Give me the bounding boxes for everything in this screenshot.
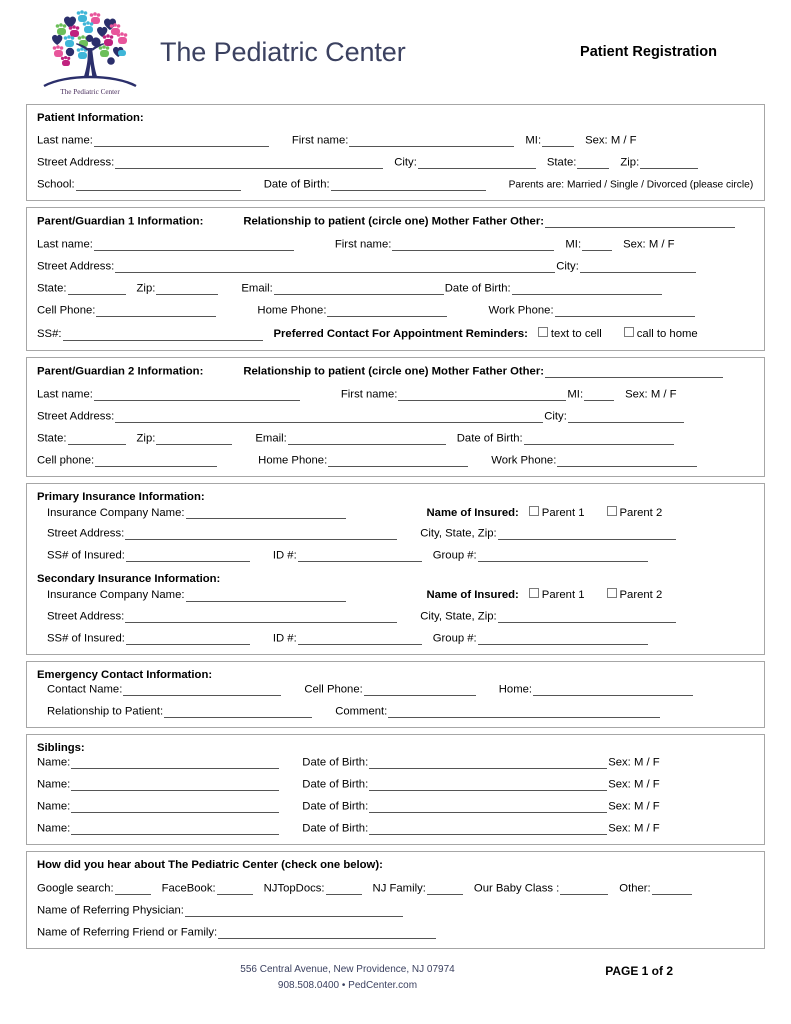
guardian1-work-phone-input[interactable]: [555, 305, 695, 317]
patient-heading: Patient Information:: [37, 112, 144, 124]
guardian1-heading-row: [37, 216, 754, 228]
referral-facebook-label: FaceBook:: [161, 882, 216, 895]
primary-checkbox-parent-1-label[interactable]: Parent 1: [541, 506, 585, 519]
referral-facebook-input[interactable]: [217, 883, 253, 895]
patient-last-name-label: Last name:: [37, 135, 93, 147]
sibling-sex-label[interactable]: Sex: M / F: [608, 823, 660, 836]
primary-insurance-ids-row: [37, 550, 754, 562]
primary-insurance-heading: Primary Insurance Information:: [37, 490, 205, 503]
guardian2-heading: Parent/Guardian 2 Information:: [37, 365, 204, 378]
patient-street-label: Street Address:: [37, 157, 115, 169]
guardian2-work-phone-input[interactable]: [557, 455, 697, 467]
guardian2-relationship-label[interactable]: Relationship to patient (circle one) Mother Father Other:: [243, 365, 544, 378]
primary-insurance-street-label: Street Address:: [47, 527, 125, 540]
guardian2-mi-label: MI:: [567, 388, 584, 401]
guardian1-last-name-label: Last name:: [37, 239, 93, 251]
guardian1-cell-phone-label: Cell Phone:: [37, 305, 96, 317]
guardian1-last-name-input[interactable]: [94, 239, 294, 251]
guardian2-email-label: Email:: [255, 432, 287, 445]
guardian2-zip-input[interactable]: [156, 433, 232, 445]
referral-other-label: Other:: [619, 882, 651, 895]
secondary-insurance-csz-input[interactable]: [498, 611, 676, 623]
referral-physician-input[interactable]: [185, 905, 403, 917]
primary-insurance-address-row: [37, 528, 754, 540]
guardian2-phones-row: [37, 455, 754, 467]
primary-insurance-ss-input[interactable]: [126, 550, 250, 562]
guardian2-street-label: Street Address:: [37, 410, 115, 423]
guardian1-relationship-other-input[interactable]: [545, 216, 735, 228]
secondary-insurance-company-label: Insurance Company Name:: [47, 589, 185, 602]
guardian2-dob-input[interactable]: [524, 433, 674, 445]
referral-google-input[interactable]: [115, 883, 151, 895]
referral-njtopdocs-label: NJTopDocs:: [263, 882, 325, 895]
referral-friend-row: [37, 927, 754, 939]
secondary-name-of-insured-label: Name of Insured:: [426, 589, 519, 602]
pediatric-center-logo: [34, 6, 146, 98]
guardian1-name-row: [37, 239, 754, 251]
secondary-insurance-ss-input[interactable]: [126, 633, 250, 645]
guardian1-ss-input[interactable]: [63, 329, 263, 341]
emergency-heading: Emergency Contact Information:: [37, 668, 213, 681]
patient-first-name-label: First name:: [291, 135, 349, 147]
referral-google-label: Google search:: [37, 882, 114, 895]
guardian1-preferred-contact-label: Preferred Contact For Appointment Reminders:: [273, 328, 528, 341]
patient-zip-label: Zip:: [620, 157, 640, 169]
referral-njtopdocs-input[interactable]: [326, 883, 362, 895]
guardian1-cell-phone-input[interactable]: [96, 305, 216, 317]
referral-physician-label: Name of Referring Physician:: [37, 904, 184, 917]
guardian1-street-label: Street Address:: [37, 261, 115, 273]
guardian2-heading-row: [37, 366, 754, 378]
secondary-checkbox-parent-2-label[interactable]: Parent 2: [619, 589, 663, 602]
sibling-name-input[interactable]: [71, 757, 279, 769]
patient-name-row: [37, 135, 754, 147]
secondary-checkbox-parent-1[interactable]: [529, 588, 539, 598]
primary-checkbox-parent-2-label[interactable]: Parent 2: [619, 506, 663, 519]
secondary-insurance-ids-row: [37, 633, 754, 645]
guardian1-phones-row: [37, 305, 754, 317]
guardian1-street-row: [37, 261, 754, 273]
checkbox-call-to-home[interactable]: [624, 327, 634, 337]
sibling-sex-label[interactable]: Sex: M / F: [608, 779, 660, 792]
sibling-sex-label[interactable]: Sex: M / F: [608, 801, 660, 814]
sibling-dob-input[interactable]: [369, 779, 607, 791]
footer-address: 556 Central Avenue, New Providence, NJ 07974: [240, 964, 455, 975]
page-footer: [0, 962, 791, 1010]
guardian1-heading: Parent/Guardian 1 Information:: [37, 216, 204, 228]
patient-mi-input[interactable]: [542, 135, 574, 147]
primary-insurance-id-label: ID #:: [272, 549, 297, 562]
patient-dob-label: Date of Birth:: [263, 179, 330, 191]
sibling-name-input[interactable]: [71, 801, 279, 813]
guardian2-cell-phone-input[interactable]: [95, 455, 217, 467]
patient-city-input[interactable]: [418, 157, 536, 169]
sibling-dob-input[interactable]: [369, 801, 607, 813]
guardian2-name-row: [37, 389, 754, 401]
siblings-heading: Siblings:: [37, 742, 85, 755]
patient-sex-label[interactable]: Sex: M / F: [585, 135, 637, 147]
patient-school-input[interactable]: [76, 179, 241, 191]
guardian1-ss-label: SS#:: [37, 328, 62, 341]
referral-physician-row: [37, 905, 754, 917]
referral-friend-label: Name of Referring Friend or Family:: [37, 926, 218, 939]
sibling-name-input[interactable]: [71, 779, 279, 791]
patient-street-input[interactable]: [115, 157, 383, 169]
secondary-insurance-group-label: Group #:: [432, 632, 477, 645]
sibling-dob-label: Date of Birth:: [302, 801, 369, 814]
section-siblings: [26, 734, 765, 845]
referral-njfamily-input[interactable]: [427, 883, 463, 895]
logo-caption-text: The Pediatric Center: [60, 88, 120, 96]
primary-insurance-ss-label: SS# of Insured:: [47, 549, 125, 562]
primary-insurance-company-label: Insurance Company Name:: [47, 506, 185, 519]
emergency-relationship-input[interactable]: [164, 706, 312, 718]
section-guardian-2: [26, 357, 765, 477]
guardian1-street-input[interactable]: [115, 261, 555, 273]
referral-ourbabyclass-input[interactable]: [560, 883, 608, 895]
guardian1-email-input[interactable]: [274, 283, 444, 295]
secondary-insurance-id-label: ID #:: [272, 632, 297, 645]
secondary-insurance-street-label: Street Address:: [47, 610, 125, 623]
sibling-row: [37, 801, 754, 813]
guardian2-zip-label: Zip:: [136, 432, 156, 445]
sibling-row: [37, 823, 754, 835]
guardian2-city-label: City:: [544, 410, 567, 423]
section-emergency-contact: [26, 661, 765, 728]
section-insurance: [26, 483, 765, 655]
guardian2-last-name-label: Last name:: [37, 388, 93, 401]
emergency-home-label: Home:: [498, 683, 533, 696]
guardian2-relationship-other-input[interactable]: [545, 366, 723, 378]
patient-dob-input[interactable]: [331, 179, 486, 191]
emergency-contact-name-input[interactable]: [123, 684, 281, 696]
guardian2-sex-label[interactable]: Sex: M / F: [625, 388, 677, 401]
guardian1-sex-label[interactable]: Sex: M / F: [623, 239, 675, 251]
guardian2-home-phone-label: Home Phone:: [258, 454, 328, 467]
emergency-home-input[interactable]: [533, 684, 693, 696]
guardian2-dob-label: Date of Birth:: [456, 432, 523, 445]
secondary-insurance-csz-label: City, State, Zip:: [420, 610, 497, 623]
page-header: [0, 0, 791, 104]
sibling-row: [37, 757, 754, 769]
patient-zip-input[interactable]: [640, 157, 698, 169]
guardian1-first-name-label: First name:: [334, 239, 392, 251]
sibling-dob-label: Date of Birth:: [302, 757, 369, 770]
primary-checkbox-parent-2[interactable]: [607, 506, 617, 516]
referral-friend-input[interactable]: [218, 927, 436, 939]
guardian2-email-input[interactable]: [288, 433, 446, 445]
section-referral: [26, 851, 765, 948]
guardian2-city-input[interactable]: [568, 411, 684, 423]
sibling-name-label: Name:: [37, 757, 71, 770]
sibling-row: [37, 779, 754, 791]
patient-parents-status-label[interactable]: Parents are: Married / Single / Divorced (please circle): [508, 180, 754, 191]
guardian1-dob-input[interactable]: [512, 283, 662, 295]
sibling-dob-label: Date of Birth:: [302, 823, 369, 836]
primary-name-of-insured-label: Name of Insured:: [426, 506, 519, 519]
patient-first-name-input[interactable]: [349, 135, 514, 147]
referral-other-input[interactable]: [652, 883, 692, 895]
guardian1-city-label: City:: [556, 261, 579, 273]
guardian1-ss-preferred-row: [37, 327, 754, 340]
patient-school-label: School:: [37, 179, 75, 191]
secondary-insurance-company-row: [37, 588, 754, 601]
emergency-relationship-row: [37, 706, 754, 718]
guardian2-first-name-label: First name:: [340, 388, 398, 401]
guardian2-mi-input[interactable]: [584, 389, 614, 401]
referral-sources-row: [37, 883, 754, 895]
emergency-contact-name-label: Contact Name:: [47, 683, 123, 696]
guardian2-street-row: [37, 411, 754, 423]
guardian1-zip-input[interactable]: [156, 283, 218, 295]
guardian1-state-input[interactable]: [68, 283, 126, 295]
emergency-cell-phone-label: Cell Phone:: [304, 683, 363, 696]
guardian1-city-input[interactable]: [580, 261, 696, 273]
referral-heading: How did you hear about The Pediatric Center (check one below):: [37, 859, 383, 872]
secondary-insurance-id-input[interactable]: [298, 633, 422, 645]
footer-contact: 908.508.0400 • PedCenter.com: [277, 979, 418, 991]
section-patient-information: [26, 104, 765, 201]
guardian1-home-phone-label: Home Phone:: [257, 305, 327, 317]
guardian1-relationship-label[interactable]: Relationship to patient (circle one) Mother Father Other:: [243, 216, 544, 228]
secondary-insurance-address-row: [37, 611, 754, 623]
sibling-name-input[interactable]: [71, 823, 279, 835]
patient-state-input[interactable]: [577, 157, 609, 169]
brand-name: The Pediatric Center: [160, 36, 406, 67]
page-number: PAGE 1 of 2: [605, 964, 673, 978]
page-title: Patient Registration: [580, 44, 717, 60]
patient-mi-label: MI:: [525, 135, 542, 147]
emergency-comment-label: Comment:: [335, 705, 388, 718]
sibling-dob-label: Date of Birth:: [302, 779, 369, 792]
guardian1-zip-label: Zip:: [136, 283, 156, 295]
checkbox-text-to-cell-label[interactable]: text to cell: [550, 328, 602, 341]
primary-insurance-csz-input[interactable]: [498, 528, 676, 540]
patient-state-label: State:: [546, 157, 577, 169]
secondary-insurance-heading: Secondary Insurance Information:: [37, 573, 221, 586]
guardian2-last-name-input[interactable]: [94, 389, 300, 401]
primary-insurance-company-input[interactable]: [186, 507, 346, 519]
secondary-checkbox-parent-1-label[interactable]: Parent 1: [541, 589, 585, 602]
guardian1-mi-label: MI:: [565, 239, 582, 251]
sibling-name-label: Name:: [37, 823, 71, 836]
emergency-comment-input[interactable]: [388, 706, 660, 718]
guardian1-home-phone-input[interactable]: [327, 305, 447, 317]
guardian2-cell-phone-label: Cell phone:: [37, 454, 95, 467]
secondary-checkbox-parent-2[interactable]: [607, 588, 617, 598]
guardian2-first-name-input[interactable]: [398, 389, 566, 401]
emergency-relationship-label: Relationship to Patient:: [47, 705, 164, 718]
guardian1-work-phone-label: Work Phone:: [488, 305, 554, 317]
guardian2-street-input[interactable]: [115, 411, 543, 423]
sibling-dob-input[interactable]: [369, 757, 607, 769]
primary-insurance-group-input[interactable]: [478, 550, 648, 562]
guardian2-state-input[interactable]: [68, 433, 126, 445]
primary-checkbox-parent-1[interactable]: [529, 506, 539, 516]
primary-insurance-csz-label: City, State, Zip:: [420, 527, 497, 540]
checkbox-call-to-home-label[interactable]: call to home: [636, 328, 698, 341]
guardian2-home-phone-input[interactable]: [328, 455, 468, 467]
patient-school-row: [37, 179, 754, 191]
primary-insurance-id-input[interactable]: [298, 550, 422, 562]
sibling-sex-label[interactable]: Sex: M / F: [608, 757, 660, 770]
referral-njfamily-label: NJ Family:: [372, 882, 426, 895]
guardian2-state-label: State:: [37, 432, 67, 445]
guardian1-dob-label: Date of Birth:: [444, 283, 511, 295]
primary-insurance-company-row: [37, 506, 754, 519]
emergency-contact-row: [37, 684, 754, 696]
secondary-insurance-company-input[interactable]: [186, 590, 346, 602]
sibling-name-label: Name:: [37, 779, 71, 792]
patient-address-row: [37, 157, 754, 169]
guardian1-email-label: Email:: [241, 283, 273, 295]
secondary-insurance-ss-label: SS# of Insured:: [47, 632, 125, 645]
emergency-cell-phone-input[interactable]: [364, 684, 476, 696]
guardian2-work-phone-label: Work Phone:: [491, 454, 557, 467]
patient-last-name-input[interactable]: [94, 135, 269, 147]
guardian1-mi-input[interactable]: [582, 239, 612, 251]
primary-insurance-group-label: Group #:: [432, 549, 477, 562]
secondary-insurance-street-input[interactable]: [125, 611, 397, 623]
guardian2-state-row: [37, 433, 754, 445]
referral-ourbabyclass-label: Our Baby Class :: [473, 882, 560, 895]
patient-city-label: City:: [394, 157, 417, 169]
primary-insurance-street-input[interactable]: [125, 528, 397, 540]
checkbox-text-to-cell[interactable]: [538, 327, 548, 337]
sibling-dob-input[interactable]: [369, 823, 607, 835]
section-guardian-1: [26, 207, 765, 350]
form-body: [0, 104, 791, 949]
sibling-name-label: Name:: [37, 801, 71, 814]
guardian1-state-row: [37, 283, 754, 295]
guardian1-state-label: State:: [37, 283, 67, 295]
secondary-insurance-group-input[interactable]: [478, 633, 648, 645]
guardian1-first-name-input[interactable]: [392, 239, 554, 251]
